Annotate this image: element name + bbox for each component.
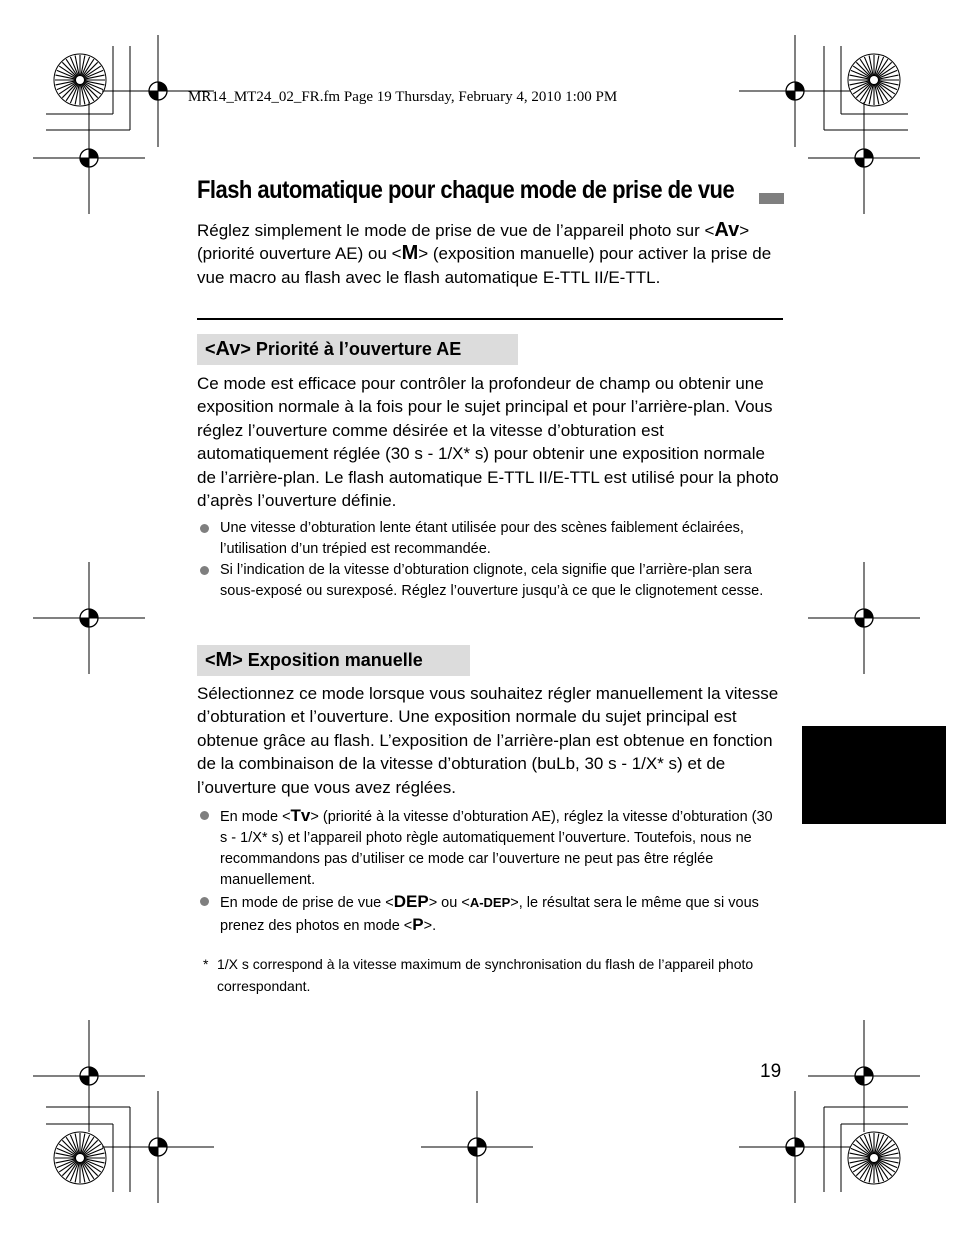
page-number: 19: [760, 1061, 782, 1082]
av-mode-symbol: Av: [215, 338, 241, 360]
av-bullet-list: [197, 518, 783, 602]
bullet-dot-icon: [200, 897, 209, 906]
section-divider: [197, 318, 783, 320]
list-item: En mode <Tv> (priorité à la vitesse d’obturation AE), réglez la vitesse d’obturation (30 s - 1/X* s) et l’appareil photo règle automatiquement l’ouverture. Toutefois, nous ne recommandons pas d’utiliser ce mode car l’ouverture ne peut pas être réglée manuellement.: [197, 805, 783, 891]
bullet-dot-icon: [200, 811, 209, 820]
p-mode-symbol: P: [412, 915, 424, 934]
page-title: Flash automatique pour chaque mode de prise de vue: [197, 176, 735, 204]
m-mode-symbol: M: [215, 649, 233, 671]
m-bullet-list: [197, 805, 783, 937]
chapter-tab: [802, 726, 946, 824]
tv-mode-symbol: Tv: [290, 806, 311, 825]
m-body-paragraph: Sélectionnez ce mode lorsque vous souhaitez régler manuellement la vitesse d’obturation et l’ouverture. Une exposition normale du sujet principal est obtenue grâce au flash. L’exposition de l’arrière-plan est obtenue en fonction de la combinaison de la vitesse d’obturation (buLb, 30 s - 1/X* s) et de l’ouverture que vous avez réglées.: [197, 684, 779, 797]
section-heading-av: <Av> Priorité à l’ouverture AE: [197, 334, 518, 365]
dep-mode-symbol: DEP: [393, 892, 429, 911]
list-item: Une vitesse d’obturation lente étant utilisée pour des scènes faiblement éclairées, l’utilisation d’un trépied est recommandée.: [197, 518, 783, 560]
list-item: En mode de prise de vue <DEP> ou <A-DEP>, le résultat sera le même que si vous prenez des photos en mode <P>.: [197, 891, 783, 937]
footnote-asterisk: *: [203, 956, 209, 972]
list-item: Si l’indication de la vitesse d’obturation clignote, cela signifie que l’arrière-plan sera sous-exposé ou surexposé. Réglez l’ouverture jusqu’à ce que le clignotement cesse.: [197, 560, 783, 602]
av-body-paragraph: Ce mode est efficace pour contrôler la profondeur de champ ou obtenir une exposition normale à la fois pour le sujet principal et pour l’arrière-plan. Vous réglez l’ouverture comme désirée et la vitesse d’obturation est automatiquement réglée (30 s - 1/X* s) pour obtenir une exposition normale de l’arrière-plan. Le flash automatique E-TTL II/E-TTL est utilisé pour la photo d’après l’ouverture définie.: [197, 374, 779, 511]
file-info-line: MR14_MT24_02_FR.fm Page 19 Thursday, February 4, 2010 1:00 PM: [188, 89, 618, 105]
footnote-text: 1/X s correspond à la vitesse maximum de synchronisation du flash de l’appareil photo correspondant.: [217, 956, 754, 994]
title-marker: [759, 193, 784, 204]
footnote: [203, 953, 783, 997]
av-mode-symbol: Av: [714, 219, 740, 241]
m-mode-symbol: M: [401, 242, 419, 265]
bullet-dot-icon: [200, 524, 209, 533]
section-heading-m: <M> Exposition manuelle: [197, 645, 470, 676]
adep-mode-symbol: A-DEP: [469, 895, 511, 910]
bullet-dot-icon: [200, 566, 209, 575]
intro-paragraph: Réglez simplement le mode de prise de vue de l’appareil photo sur <Av> (priorité ouverture AE) ou <M> (exposition manuelle) pour activer la prise de vue macro au flash avec le flash automatique E-TTL II/E-TTL.: [197, 219, 772, 287]
